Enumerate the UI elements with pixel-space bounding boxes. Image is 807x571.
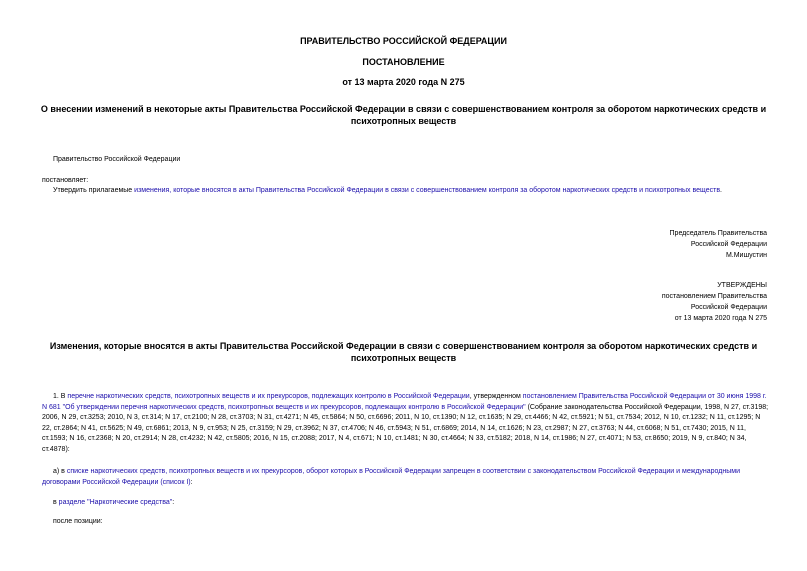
section-suffix: : [172,499,175,506]
pa-suffix: : [190,478,193,486]
approve-prefix: Утвердить прилагаемые [53,187,135,194]
approved-org: Российской Федерации [690,304,767,311]
decides-label: постановляет: [42,177,89,184]
paragraph-1 [42,392,770,455]
changes-title-line2: психотропных веществ [350,353,457,363]
resolution-681-link[interactable]: постановлением Правительства Российской Федерации от 30 июня 1998 г. N 681 "Об утверждении перечня наркотических средств, психотропных веществ и их прекурсоров, подлежащих контролю в Российской Федерации" [42,393,767,411]
section-paragraph [53,497,174,508]
approve-changes-link[interactable]: изменения, которые вносятся в акты Правительства Российской Федерации в связи с совершенствованием контроля за оборотом наркотических средств и психотропных веществ [134,187,721,194]
date-number: от 13 марта 2020 года N 275 [342,77,465,87]
p1-mid: , утвержденном [469,393,523,400]
narcotics-list-link[interactable]: перечне наркотических средств, психотропных веществ и их прекурсоров, подлежащих контролю в Российской Федерации [67,393,470,400]
government-label: Правительство Российской Федерации [53,156,181,163]
approve-suffix: . [720,187,722,194]
doc-type-heading: ПОСТАНОВЛЕНИЕ [362,57,445,67]
approve-paragraph [53,185,722,196]
section-prefix: в [53,499,59,506]
org-heading: ПРАВИТЕЛЬСТВО РОССИЙСКОЙ ФЕДЕРАЦИИ [300,36,507,46]
signature-position: Председатель Правительства [669,230,767,237]
pa-prefix: а) в [53,468,67,475]
approved-date: от 13 марта 2020 года N 275 [674,315,767,322]
narcotics-section-link[interactable]: разделе "Наркотические средства" [58,499,173,506]
paragraph-a [42,467,770,488]
doc-title-line2: психотропных веществ [350,116,457,126]
changes-title-line1: Изменения, которые вносятся в акты Правительства Российской Федерации в связи с совершенствованием контроля за оборотом наркотических средств и [49,341,758,351]
signature-org: Российской Федерации [690,241,767,248]
approved-by: постановлением Правительства [661,293,767,300]
approved-stamp: УТВЕРЖДЕНЫ [717,282,767,289]
signature-name: М.Мишустин [725,252,767,259]
p1-prefix: 1. В [53,393,68,400]
doc-title-line1: О внесении изменений в некоторые акты Правительства Российской Федерации в связи с совершенствованием контроля за оборотом наркотических средств и [40,104,767,114]
after-position-label: после позиции: [53,518,103,525]
list-1-link[interactable]: списке наркотических средств, психотропных веществ и их прекурсоров, оборот которых в Российской Федерации запрещен в соответствии с законодательством Российской Федерации и международными договорами Российской Федерации (список I) [42,468,741,486]
p1-rest: (Собрание законодательства Российской Федерации, 1998, N 27, ст.3198; 2006, N 29, ст.3253; 2010, N 3, ст.314; N 17, ст.2100; N 28, ст.3703; N 31, ст.4271; N 45, ст.5864; N 50, ст.6696; 2011, N 10, ст.1390; N 12, ст.1635; N 29, ст.4466; N 42, ст.5921; N 51, ст.7534; 2012, N 10, ст.1232; N 11, ст.1295; N 22, ст.2864; N 41, ст.5625; N 49, ст.6861; 2013, N 9, ст.953; N 25, ст.3159; N 29, ст.3962; N 37, ст.4706; N 46, ст.5943; N 51, ст.6869; 2014, N 14, ст.1626; N 23, ст.2987; N 27, ст.3763; N 44, ст.6068; N 51, ст.7430; 2015, N 11, ст.1593; N 16, ст.2368; N 20, ст.2914; N 28, ст.4232; N 42, ст.5805; 2016, N 15, ст.2088; 2017, N 4, ст.671; N 10, ст.1481; N 30, ст.4664; N 33, ст.5182; 2018, N 14, ст.1986; N 27, ст.4071; N 53, ст.8650; 2019, N 9, ст.840; N 34, ст.4878): [42,403,769,453]
